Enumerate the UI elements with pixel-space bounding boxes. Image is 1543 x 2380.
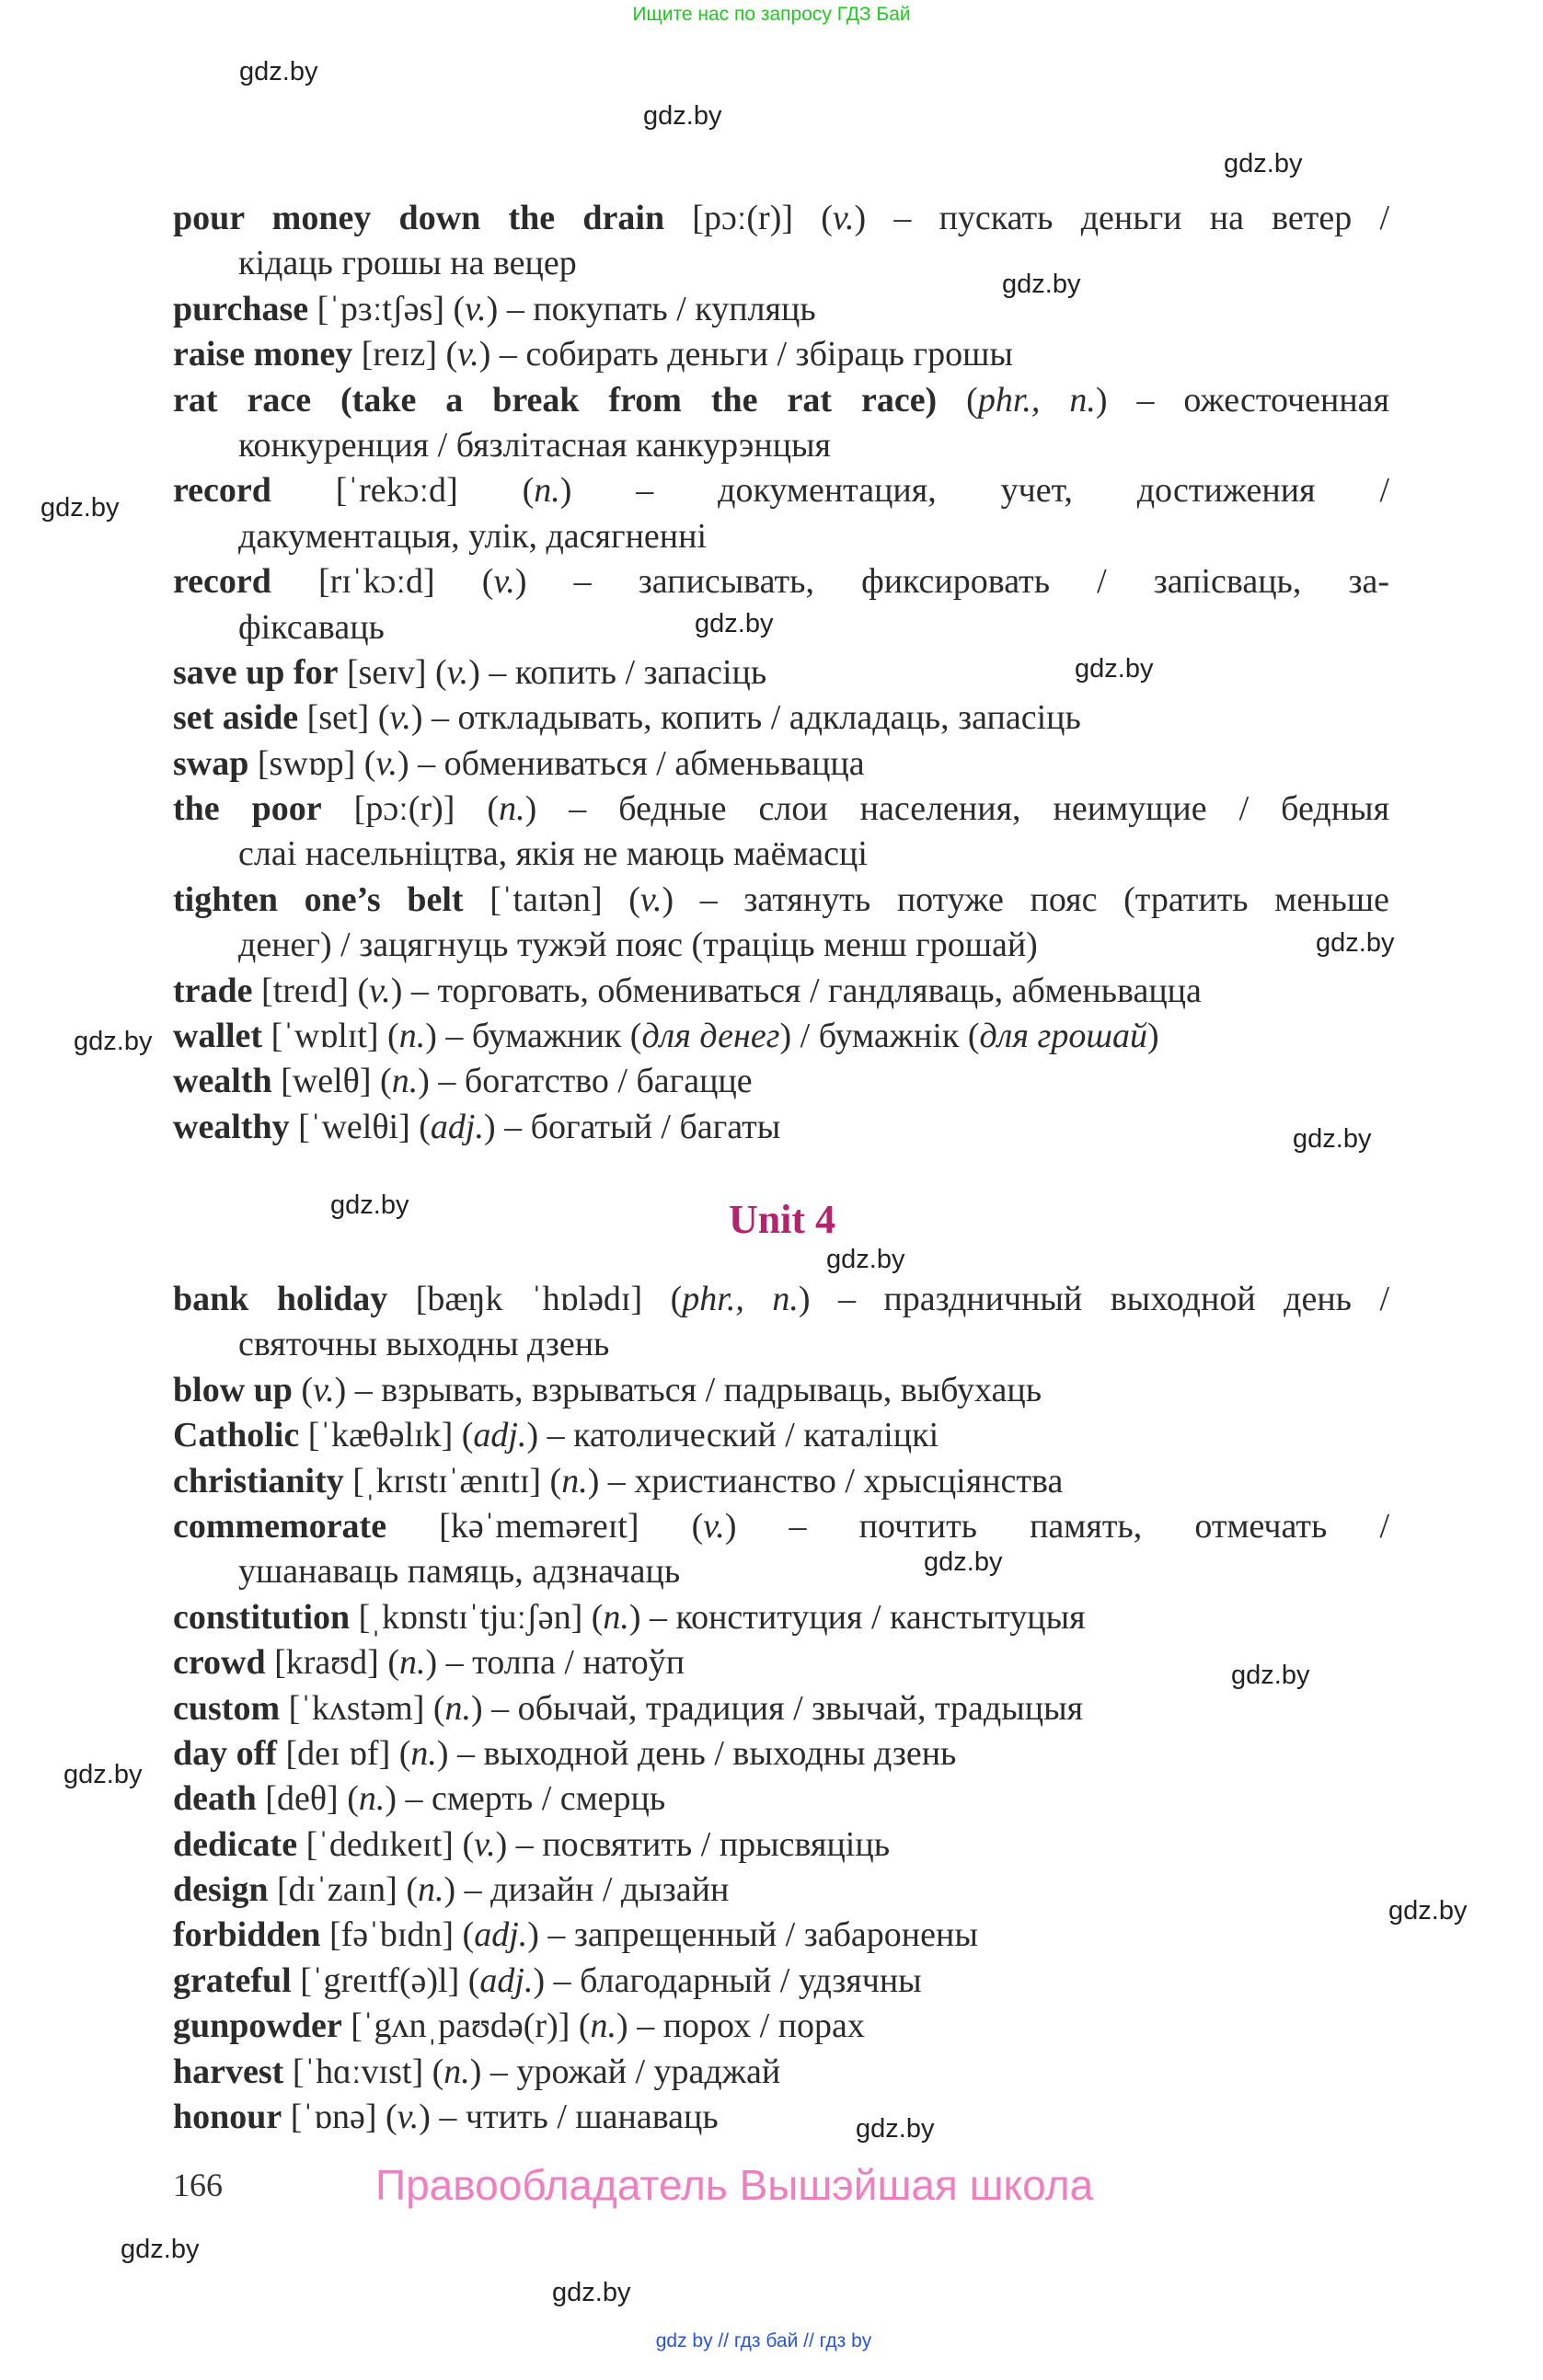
entry-part-of-speech: adj. [430,1107,484,1146]
definition: праздничный выходной день / [883,1280,1390,1318]
entry-part-of-speech: v. [465,289,487,328]
glossary-entry: commemorate [kəˈmeməreɪt] (v.) – почтить память, отмечать / [173,1506,1389,1546]
entry-continuation [173,1549,1389,1594]
glossary-entry: swap [swɒp] (v.) – обмениваться / абменьвацца [173,743,865,783]
entry-term: record [173,562,271,602]
entry-continuation [173,423,1389,468]
entry-part-of-speech: adj. [479,1960,534,2000]
entry-transcription: ˈwelθi [309,1107,399,1146]
glossary-entry: day off [deɪ ɒf] (n.) – выходной день / выходны дзень [173,1733,957,1773]
glossary-entry: christianity [ˌkrɪstɪˈænɪtɪ] (n.) – христианство / хрысціянства [173,1461,1064,1500]
entry-term: save up for [173,652,339,692]
entry-part-of-speech: v. [832,199,855,237]
entry-part-of-speech: adj. [473,1416,527,1455]
definition: откладывать, копить / адкладаць, запасіць [457,698,1081,738]
definition: кідаць грошы на вецер [238,244,577,283]
watermark: gdz.by [1075,654,1154,684]
entry-continuation [173,1322,1389,1367]
entry-term: rat race (take a break from the rat race) [173,380,938,420]
footer-links[interactable]: gdz by // гдз бай // гдз by [655,2330,872,2351]
glossary-entry: dedicate [ˈdedɪkeɪt] (v.) – посвятить / прысвяціць [173,1824,891,1864]
entry-transcription: reɪz [373,335,426,374]
definition: денег) / зацягнуць тужэй пояс (траціць менш грошай) [238,926,1038,965]
entry-transcription: kəˈmeməreɪt [450,1506,628,1546]
definition: бумажник (для денег) / бумажнік (для грошай) [471,1017,1159,1056]
entry-part-of-speech: v. [313,1370,335,1409]
entry-term: harvest [173,2052,284,2091]
entry-part-of-speech: n. [410,1733,437,1773]
definition: порох / порах [662,2006,865,2046]
entry-transcription: seɪv [358,652,415,692]
watermark: gdz.by [40,493,120,523]
watermark: gdz.by [643,101,722,131]
entry-transcription: ˈdedɪkeɪt [317,1824,443,1864]
entry-term: the poor [173,789,322,829]
entry-transcription: kraʊd [285,1643,368,1683]
watermark: gdz.by [63,1760,143,1789]
glossary-entry: crowd [kraʊd] (n.) – толпа / натоўп [173,1643,685,1683]
glossary-entry: honour [ˈɒnə] (v.) – чтить / шанаваць [173,2098,719,2137]
watermark: gdz.by [330,1190,409,1220]
entry-transcription: ˈwɒlɪt [282,1017,367,1056]
definition: урожай / ураджай [516,2052,781,2091]
definition: католический / каталіцкі [573,1416,939,1455]
unit-heading: Unit 4 [728,1197,836,1242]
entry-transcription: ˈkʌstəm [300,1688,413,1728]
glossary-entry: wallet [ˈwɒlɪt] (n.) – бумажник (для денег) / бумажнік (для грошай) [173,1017,1159,1056]
entry-part-of-speech: n. [443,2052,470,2091]
definition: толпа / натоўп [472,1643,685,1683]
glossary-entry: gunpowder [ˈgʌnˌpaʊdə(r)] (n.) – порох / порах [173,2006,865,2046]
definition: дакументацыя, улік, дасягненні [238,516,708,556]
entry-term: set aside [173,698,299,738]
glossary-section-unit3 [173,196,1389,1150]
entry-transcription: set [318,698,358,738]
definition: покупать / купляць [533,289,816,328]
watermark: gdz.by [239,57,318,86]
entry-part-of-speech: phr., n. [977,380,1096,420]
watermark: gdz.by [924,1547,1003,1577]
entry-term: purchase [173,289,309,328]
watermark: gdz.by [1293,1124,1372,1154]
entry-continuation [173,241,1389,286]
definition: почтить память, отмечать / [858,1506,1389,1546]
entry-term: custom [173,1688,281,1728]
glossary-entry: wealthy [ˈwelθi] (adj.) – богатый / багаты [173,1107,781,1146]
glossary-entry: trade [treɪd] (v.) – торговать, обмениваться / гандляваць, абменьвацца [173,971,1202,1010]
entry-part-of-speech: n. [417,1870,444,1910]
entry-part-of-speech: n. [499,789,525,829]
entry-transcription: welθ [292,1062,360,1101]
entry-term: Catholic [173,1416,300,1455]
glossary-entry: raise money [reɪz] (v.) – собирать деньги / збіраць грошы [173,335,1013,374]
entry-term: pour money down the drain [173,199,665,237]
entry-term: record [173,471,271,511]
entry-continuation [173,605,1389,650]
watermark: gdz.by [1002,270,1081,299]
definition-note: для денег [641,1017,780,1056]
definition: слаі насельніцтва, якія не маюць маёмасці [238,834,868,874]
entry-term: wealth [173,1062,272,1101]
entry-part-of-speech: n. [391,1062,419,1101]
definition: фіксаваць [238,607,385,647]
entry-term: grateful [173,1960,292,2000]
entry-part-of-speech: n. [398,1017,426,1056]
entry-term: swap [173,743,249,783]
definition: ожесточенная [1183,380,1390,420]
entry-part-of-speech: n. [590,2006,617,2046]
watermark: gdz.by [552,2278,631,2307]
entry-transcription: fəˈbɪdn [340,1915,443,1955]
glossary-entry: pour money down the drain [pɔː(r)] (v.) – пускать деньги на ветер / [173,199,1390,237]
definition: обмениваться / абменьвацца [443,743,865,783]
glossary-entry: save up for [seɪv] (v.) – копить / запасіць [173,652,767,692]
glossary-entry: bank holiday [bæŋk ˈhɒlədɪ] (phr., n.) – праздничный выходной день / [173,1280,1390,1318]
entry-part-of-speech: n. [398,1643,426,1683]
glossary-entry: the poor [pɔː(r)] (n.) – бедные слои населения, неимущие / бедныя [173,789,1390,829]
definition: дизайн / дызайн [490,1870,730,1910]
glossary-entry: record [rɪˈkɔːd] (v.) – записывать, фиксировать / запісваць, за- [173,562,1390,602]
entry-term: wallet [173,1017,263,1056]
entry-transcription: ˈkæθəlɪk [319,1416,442,1455]
definition: смерть / смерць [432,1779,666,1819]
rights-holder-notice: Правообладатель Вышэйшая школа [375,2161,1094,2209]
definition: чтить / шанаваць [465,2098,719,2137]
definition: взрывать, взрываться / падрываць, выбухаць [381,1370,1042,1409]
glossary-entry: tighten one’s belt [ˈtaɪtən] (v.) – затянуть потуже пояс (тратить меньше [173,880,1389,919]
definition: записывать, фиксировать / запісваць, за- [638,562,1390,602]
entry-transcription: ˈrekɔːd [347,471,447,511]
entry-transcription: ˌkrɪstɪˈænɪtɪ [363,1461,530,1500]
definition: ушанаваць памяць, адзначаць [238,1552,681,1592]
definition-note: для грошай [979,1017,1147,1056]
entry-part-of-speech: v. [493,562,515,602]
definition: благодарный / удзячны [580,1960,922,2000]
definition: обычай, традиция / звычай, традыцыя [517,1688,1084,1728]
definition: богатство / багацце [464,1062,753,1101]
definition: пускать деньги на ветер / [938,199,1390,237]
definition: конкуренция / бязлітасная канкурэнцыя [238,425,832,465]
watermark: gdz.by [1388,1896,1468,1926]
entry-term: day off [173,1733,277,1773]
entry-transcription: treɪd [272,971,338,1010]
entry-term: christianity [173,1461,344,1500]
glossary-entry: harvest [ˈhɑːvɪst] (n.) – урожай / ураджай [173,2052,781,2091]
entry-transcription: ˈtaɪtən [501,880,591,919]
entry-term: honour [173,2098,282,2137]
entry-term: wealthy [173,1107,290,1146]
entry-transcription: ˈgʌnˌpaʊdə(r) [362,2006,558,2046]
entry-part-of-speech: v. [474,1824,496,1864]
entry-transcription: pɔː(r) [703,199,782,237]
watermark: gdz.by [1316,928,1395,958]
entry-term: constitution [173,1597,351,1637]
entry-part-of-speech: n. [444,1688,472,1728]
definition: конституция / канстытуцыя [675,1597,1086,1637]
glossary-entry: blow up (v.) – взрывать, взрываться / падрываць, выбухаць [173,1370,1042,1409]
entry-transcription: pɔː(r) [365,789,443,829]
entry-part-of-speech: adj. [474,1915,528,1955]
entry-term: crowd [173,1643,266,1683]
entry-term: design [173,1870,269,1910]
search-banner[interactable]: Ищите нас по запросу ГДЗ Бай [632,4,911,25]
glossary-entry: grateful [ˈgreɪtf(ə)l] (adj.) – благодарный / удзячны [173,1960,922,2000]
entry-transcription: ˈɒnə [302,2098,365,2137]
watermark: gdz.by [1224,149,1303,178]
entry-part-of-speech: v. [369,971,391,1010]
entry-term: blow up [173,1370,293,1409]
page-number: 166 [173,2167,223,2203]
entry-transcription: ˌkɒnstɪˈtjuːʃən [370,1597,571,1637]
entry-transcription: ˈpɜːtʃəs [328,289,433,328]
watermark: gdz.by [856,2114,935,2144]
entry-term: trade [173,971,253,1010]
definition: запрещенный / забаронены [573,1915,978,1955]
watermark: gdz.by [695,609,774,638]
watermark: gdz.by [826,1245,905,1274]
definition: христианство / хрысціянства [634,1461,1064,1500]
entry-transcription: rɪˈkɔːd [329,562,423,602]
watermark: gdz.by [121,2235,200,2264]
entry-term: tighten one’s belt [173,880,464,919]
glossary-entry: design [dɪˈzaɪn] (n.) – дизайн / дызайн [173,1870,730,1910]
entry-transcription: swɒp [269,743,344,783]
definition: документация, учет, достижения / [718,471,1390,511]
entry-continuation [173,832,1389,877]
entry-term: death [173,1779,257,1819]
glossary-section-unit4 [173,1277,1389,2140]
glossary-entry: wealth [welθ] (n.) – богатство / багацце [173,1062,753,1101]
entry-part-of-speech: v. [703,1506,725,1546]
entry-transcription: deɪ ɒf [297,1733,379,1773]
definition: посвятить / прысвяціць [542,1824,891,1864]
glossary-entry: record [ˈrekɔːd] (n.) – документация, учет, достижения / [173,471,1390,511]
entry-transcription: dɪˈzaɪn [288,1870,386,1910]
entry-part-of-speech: n. [603,1597,629,1637]
entry-transcription: bæŋk ˈhɒlədɪ [427,1280,631,1318]
entry-part-of-speech: n. [561,1461,588,1500]
entry-term: commemorate [173,1506,387,1546]
entry-term: dedicate [173,1824,298,1864]
entry-part-of-speech: v. [375,743,397,783]
glossary-entry: set aside [set] (v.) – откладывать, копить / адкладаць, запасіць [173,698,1081,738]
entry-part-of-speech: v. [639,880,662,919]
glossary-entry: Catholic [ˈkæθəlɪk] (adj.) – католический / каталіцкі [173,1416,939,1455]
glossary-entry: constitution [ˌkɒnstɪˈtjuːʃən] (n.) – конституция / канстытуцыя [173,1597,1086,1637]
definition: торговать, обмениваться / гандляваць, абменьвацца [437,971,1202,1010]
definition: затянуть потуже пояс (тратить меньше [743,880,1389,919]
entry-transcription: ˈgreɪtf(ə)l [311,1960,448,2000]
entry-term: raise money [173,335,353,374]
glossary-entry: purchase [ˈpɜːtʃəs] (v.) – покупать / купляць [173,289,816,328]
entry-continuation [173,923,1389,968]
watermark: gdz.by [1231,1661,1310,1690]
entry-term: forbidden [173,1915,321,1955]
entry-part-of-speech: v. [397,2098,420,2137]
entry-term: bank holiday [173,1280,388,1318]
glossary-entry: death [deθ] (n.) – смерть / смерць [173,1779,666,1819]
glossary-entry: custom [ˈkʌstəm] (n.) – обычай, традиция / звычай, традыцыя [173,1688,1084,1728]
entry-continuation [173,514,1389,559]
watermark: gdz.by [74,1027,153,1056]
glossary-entry: rat race (take a break from the rat race) (phr., n.) – ожесточенная [173,380,1390,420]
definition: выходной день / выходны дзень [483,1733,957,1773]
entry-term: gunpowder [173,2006,342,2046]
entry-part-of-speech: v. [446,652,469,692]
entry-part-of-speech: phr., n. [682,1280,799,1318]
definition: собирать деньги / збіраць грошы [525,335,1013,374]
entry-part-of-speech: v. [457,335,479,374]
definition: бедные слои населения, неимущие / бедныя [618,789,1390,829]
entry-transcription: deθ [276,1779,328,1819]
definition: святочны выходны дзень [238,1325,610,1364]
definition: богатый / багаты [530,1107,781,1146]
glossary-entry: forbidden [fəˈbɪdn] (adj.) – запрещенный / забаронены [173,1915,978,1955]
entry-part-of-speech: n. [534,471,560,511]
entry-transcription: ˈhɑːvɪst [304,2052,412,2091]
entry-part-of-speech: v. [389,698,411,738]
definition: копить / запасіць [514,652,767,692]
entry-part-of-speech: n. [358,1779,386,1819]
